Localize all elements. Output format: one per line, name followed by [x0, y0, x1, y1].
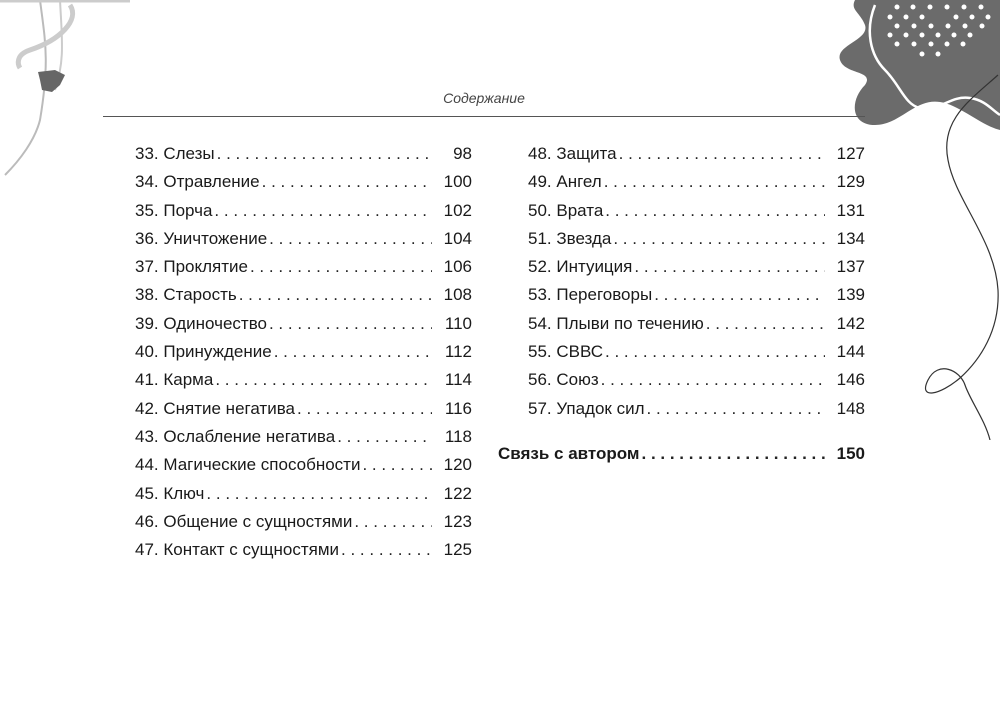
dot-leader — [206, 484, 432, 504]
dot-leader — [274, 342, 432, 362]
toc-entry-page: 98 — [453, 144, 472, 163]
dot-leader — [297, 399, 432, 419]
dot-leader — [634, 257, 825, 277]
toc-entry[interactable] — [528, 201, 865, 229]
toc-entry[interactable] — [135, 427, 472, 455]
toc-entry[interactable] — [135, 399, 472, 427]
toc-entry-page: 134 — [836, 228, 865, 248]
toc-entry-title: 39. Одиночество — [135, 313, 267, 333]
dot-leader — [337, 427, 432, 447]
dot-leader — [619, 144, 825, 164]
toc-entry-page: 131 — [836, 200, 865, 220]
toc-entry[interactable] — [528, 172, 865, 200]
toc-entry[interactable] — [135, 540, 472, 568]
dot-leader — [269, 229, 432, 249]
toc-entry-page: 125 — [443, 540, 472, 560]
dot-leader — [647, 399, 825, 419]
toc-entry-title: 51. Звезда — [528, 228, 612, 248]
toc-entry[interactable] — [528, 144, 865, 172]
toc-entry[interactable] — [135, 370, 472, 398]
dot-leader — [613, 229, 825, 249]
toc-entry-title: 40. Принуждение — [135, 342, 272, 362]
toc-entry[interactable] — [135, 229, 472, 257]
toc-entry[interactable] — [135, 342, 472, 370]
dot-leader — [354, 512, 432, 532]
toc-entry-title: 54. Плыви по течению — [528, 313, 704, 333]
dot-leader — [706, 314, 825, 334]
toc-entry-page: 142 — [836, 313, 865, 333]
dot-leader — [605, 201, 825, 221]
header-divider — [103, 116, 865, 117]
dot-leader — [250, 257, 432, 277]
toc-entry-page: 114 — [444, 370, 472, 390]
toc-entry-title: 49. Ангел — [528, 172, 602, 192]
toc-entry-title: 34. Отравление — [135, 172, 260, 192]
toc-entry-title: 45. Ключ — [135, 483, 205, 503]
toc-extra — [498, 444, 865, 472]
toc-entry-page: 150 — [836, 444, 865, 463]
dot-leader — [362, 455, 432, 475]
dot-leader — [239, 285, 432, 305]
toc-entry-title: 46. Общение с сущностями — [135, 511, 353, 531]
toc-entry-title: 33. Слезы — [135, 144, 215, 163]
dot-leader — [642, 444, 825, 464]
toc-entry-page: 129 — [836, 172, 865, 192]
toc-entry[interactable] — [528, 285, 865, 313]
toc-entry-title: 55. СВВС — [528, 342, 604, 362]
toc-entry-title: 43. Ослабление негатива — [135, 426, 336, 446]
toc-entry-title: 38. Старость — [135, 285, 237, 305]
toc-entry-page: 116 — [444, 398, 472, 418]
toc-entry-page: 137 — [836, 257, 865, 277]
toc-entry[interactable] — [528, 229, 865, 257]
toc-entry-title: 48. Защита — [528, 144, 617, 163]
toc-entry[interactable] — [528, 342, 865, 370]
toc-entry-page: 144 — [836, 342, 865, 362]
toc-entry-title: 41. Карма — [135, 370, 214, 390]
toc-entry[interactable] — [135, 455, 472, 483]
toc-entry-title: 44. Магические способности — [135, 455, 361, 475]
toc-entry-title: 57. Упадок сил — [528, 398, 645, 418]
toc-entry[interactable] — [528, 370, 865, 398]
toc-entry-page: 118 — [444, 426, 472, 446]
toc-entry[interactable] — [135, 484, 472, 512]
toc-entry[interactable] — [135, 201, 472, 229]
dot-leader — [262, 172, 432, 192]
dot-leader — [654, 285, 825, 305]
toc-entry-page: 100 — [443, 172, 472, 192]
toc-entry-title: 42. Снятие негатива — [135, 398, 296, 418]
toc-entry-page: 102 — [443, 200, 472, 220]
dot-leader — [341, 540, 432, 560]
toc-left-column — [135, 144, 472, 568]
dot-leader — [601, 370, 825, 390]
toc-entry[interactable] — [135, 144, 472, 172]
toc-entry-title: Связь с автором — [498, 444, 640, 463]
toc-entry-page: 139 — [836, 285, 865, 305]
dot-leader — [604, 172, 825, 192]
toc-entry-title: 52. Интуиция — [528, 257, 633, 277]
toc-entry-title: 50. Врата — [528, 200, 604, 220]
dot-leader — [214, 201, 432, 221]
toc-entry-page: 127 — [836, 144, 865, 163]
dot-leader — [605, 342, 825, 362]
toc-entry[interactable] — [135, 512, 472, 540]
toc-entry-page: 108 — [443, 285, 472, 305]
toc-entry-title: 36. Уничтожение — [135, 228, 268, 248]
toc-entry-page: 146 — [836, 370, 865, 390]
toc-entry[interactable] — [135, 257, 472, 285]
page-header: Содержание — [443, 90, 525, 106]
toc-entry[interactable] — [135, 285, 472, 313]
toc-entry[interactable] — [135, 172, 472, 200]
toc-entry-page: 112 — [444, 342, 472, 362]
toc-entry-page: 122 — [443, 483, 472, 503]
toc-entry[interactable] — [498, 444, 865, 472]
toc-entry-title: 47. Контакт с сущностями — [135, 540, 340, 560]
dot-leader — [215, 370, 432, 390]
toc-entry[interactable] — [528, 399, 865, 427]
toc-entry-page: 106 — [443, 257, 472, 277]
toc-entry-page: 148 — [836, 398, 865, 418]
toc-entry-page: 123 — [443, 511, 472, 531]
toc-entry-page: 120 — [443, 455, 472, 475]
toc-entry-page: 110 — [444, 313, 472, 333]
toc-entry-title: 53. Переговоры — [528, 285, 653, 305]
toc-entry-title: 37. Проклятие — [135, 257, 248, 277]
toc-right-column — [528, 144, 865, 427]
toc-entry[interactable] — [528, 314, 865, 342]
dot-leader — [269, 314, 432, 334]
toc-entry-title: 35. Порча — [135, 200, 213, 220]
toc-entry-title: 56. Союз — [528, 370, 599, 390]
toc-entry-page: 104 — [443, 228, 472, 248]
toc-entry[interactable] — [135, 314, 472, 342]
dot-leader — [217, 144, 432, 164]
toc-entry[interactable] — [528, 257, 865, 285]
